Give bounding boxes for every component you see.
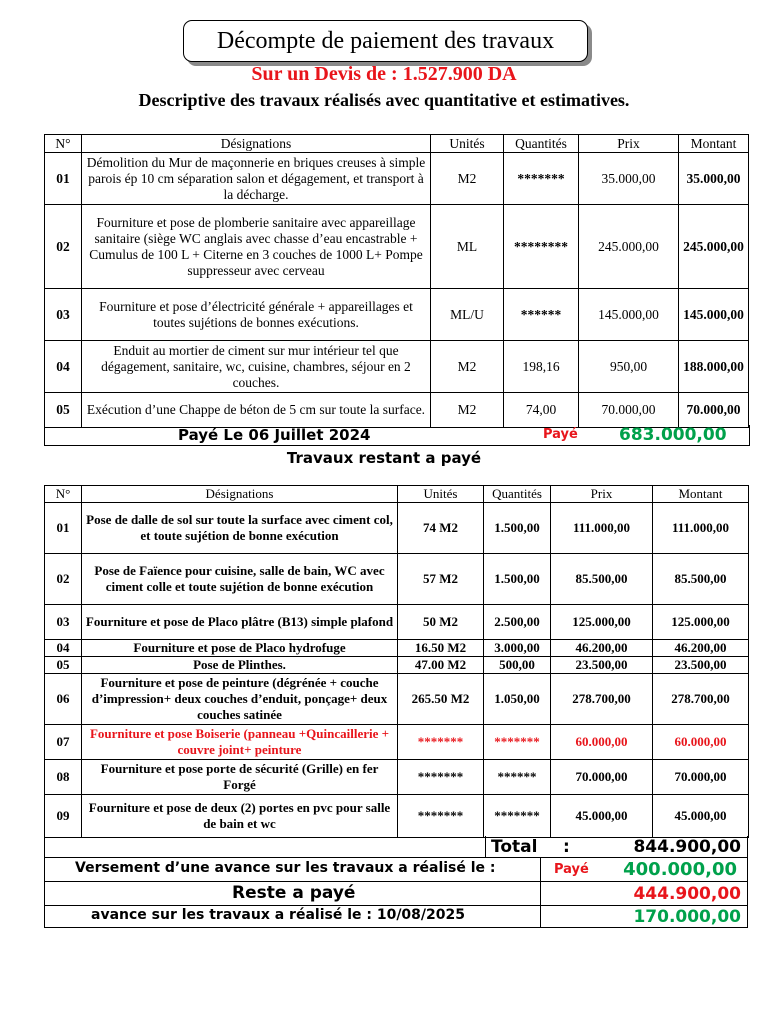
row-designation: Pose de dalle de sol sur toute la surface avec ciment col, et toute sujétion de bonne exécution [82,503,398,554]
row-price: 45.000,00 [551,795,653,838]
paid-date: Payé Le 06 Juillet 2024 [178,426,371,444]
row-amount: 60.000,00 [653,725,749,760]
row-quantity: 1.050,00 [484,674,551,725]
col-price: Prix [579,135,679,153]
table-row [45,503,749,554]
reste-amount: 444.900,00 [633,884,741,904]
total-row [44,836,748,858]
row-quantity: 3.000,00 [484,640,551,657]
row-price: 23.500,00 [551,657,653,674]
col-amount: Montant [679,135,749,153]
row-price: 145.000,00 [579,289,679,341]
row-number: 01 [45,503,82,554]
row-amount: 70.000,00 [653,760,749,795]
reste-row [44,882,748,906]
row-amount: 45.000,00 [653,795,749,838]
row-price: 125.000,00 [551,605,653,640]
total-label: Total [491,837,538,857]
col-quantity: Quantités [504,135,579,153]
row-price: 60.000,00 [551,725,653,760]
row-unit: ML [431,205,504,289]
row-price: 85.500,00 [551,554,653,605]
row-number: 05 [45,657,82,674]
versement-row [44,858,748,882]
row-quantity: 2.500,00 [484,605,551,640]
row-price: 245.000,00 [579,205,679,289]
table-row [45,605,749,640]
row-quantity: 500,00 [484,657,551,674]
row-designation: Démolition du Mur de maçonnerie en briques creuses à simple parois ép 10 cm séparation salon et dégagement, et transport à la décharge. [82,153,431,205]
avance-row [44,906,748,928]
row-unit: 74 M2 [398,503,484,554]
table-row [45,393,749,428]
row-number: 02 [45,205,82,289]
row-unit: ******* [398,725,484,760]
col-designation: Désignations [82,135,431,153]
row-unit: ******* [398,795,484,838]
avance-amount: 170.000,00 [633,907,741,927]
row-number: 04 [45,640,82,657]
total-value: 844.900,00 [633,837,741,857]
row-number: 05 [45,393,82,428]
row-quantity: ******** [504,205,579,289]
row-amount: 188.000,00 [679,341,749,393]
row-unit: ML/U [431,289,504,341]
description-heading: Descriptive des travaux réalisés avec quantitative et estimatives. [138,90,630,110]
table-header-row [45,135,749,153]
row-unit: 47.00 M2 [398,657,484,674]
col-amount: Montant [653,486,749,503]
table-row [45,554,749,605]
row-unit: M2 [431,153,504,205]
row-amount: 46.200,00 [653,640,749,657]
row-amount: 111.000,00 [653,503,749,554]
row-designation: Enduit au mortier de ciment sur mur intérieur tel que dégagement, sanitaire, wc, cuisine, chambres, séjour en 2 couches. [82,341,431,393]
row-quantity: ****** [504,289,579,341]
row-number: 07 [45,725,82,760]
row-designation: Fourniture et pose de Placo plâtre (B13) simple plafond [82,605,398,640]
table-header-row [45,486,749,503]
row-price: 950,00 [579,341,679,393]
row-number: 06 [45,674,82,725]
row-price: 35.000,00 [579,153,679,205]
col-unit: Unités [431,135,504,153]
row-quantity: ******* [484,795,551,838]
row-number: 03 [45,289,82,341]
versement-label: Versement d’une avance sur les travaux a réalisé le : [75,860,496,876]
row-unit: M2 [431,341,504,393]
reste-label: Reste a payé [232,883,356,903]
row-amount: 245.000,00 [679,205,749,289]
row-price: 278.700,00 [551,674,653,725]
row-quantity: 1.500,00 [484,554,551,605]
row-designation: Fourniture et pose de deux (2) portes en pvc pour salle de bain et wc [82,795,398,838]
row-amount: 85.500,00 [653,554,749,605]
row-designation: Pose de Faïence pour cuisine, salle de bain, WC avec ciment colle et toute sujétion de bonne exécution [82,554,398,605]
row-unit: 16.50 M2 [398,640,484,657]
col-price: Prix [551,486,653,503]
row-designation: Fourniture et pose Boiserie (panneau +Quincaillerie + couvre joint+ peinture [82,725,398,760]
devis-total: Sur un Devis de : 1.527.900 DA [251,63,517,85]
row-unit: 265.50 M2 [398,674,484,725]
row-designation: Fourniture et pose de peinture (dégrénée + couche d’impression+ deux couches d’enduit, ponçage+ deux couches satinée [82,674,398,725]
col-number: N° [45,135,82,153]
row-unit: 50 M2 [398,605,484,640]
row-number: 03 [45,605,82,640]
row-quantity: 1.500,00 [484,503,551,554]
table-row [45,640,749,657]
paid-label: Payé [543,427,578,442]
table-row [45,153,749,205]
table-row [45,795,749,838]
remaining-works-heading: Travaux restant a payé [286,449,482,467]
paid-amount: 683.000,00 [619,425,727,445]
col-quantity: Quantités [484,486,551,503]
table-row [45,674,749,725]
row-quantity: ****** [484,760,551,795]
row-amount: 145.000,00 [679,289,749,341]
row-unit: ******* [398,760,484,795]
row-designation: Exécution d’une Chappe de béton de 5 cm sur toute la surface. [82,393,431,428]
table-row [45,289,749,341]
total-colon: : [563,837,570,857]
row-number: 08 [45,760,82,795]
row-price: 111.000,00 [551,503,653,554]
row-amount: 125.000,00 [653,605,749,640]
row-amount: 278.700,00 [653,674,749,725]
row-unit: 57 M2 [398,554,484,605]
versement-paid-label: Payé [554,862,589,877]
col-unit: Unités [398,486,484,503]
row-quantity: ******* [504,153,579,205]
row-amount: 23.500,00 [653,657,749,674]
col-number: N° [45,486,82,503]
table-row [45,657,749,674]
table-row [45,725,749,760]
row-quantity: 198,16 [504,341,579,393]
row-unit: M2 [431,393,504,428]
completed-works-table [44,134,749,428]
avance-label: avance sur les travaux a réalisé le : 10/08/2025 [91,907,465,923]
row-price: 70.000,00 [579,393,679,428]
row-number: 04 [45,341,82,393]
row-designation: Pose de Plinthes. [82,657,398,674]
row-amount: 35.000,00 [679,153,749,205]
document-title: Décompte de paiement des travaux [183,20,588,62]
row-number: 01 [45,153,82,205]
row-designation: Fourniture et pose de Placo hydrofuge [82,640,398,657]
row-designation: Fourniture et pose porte de sécurité (Grille) en fer Forgé [82,760,398,795]
table-row [45,341,749,393]
table-row [45,205,749,289]
row-quantity: ******* [484,725,551,760]
row-price: 70.000,00 [551,760,653,795]
versement-amount: 400.000,00 [623,859,737,880]
paid-line [44,425,750,446]
row-designation: Fourniture et pose de plomberie sanitaire avec appareillage sanitaire (siège WC anglais avec chasse d’eau encastrable + Cumulus de 100 L + Citerne en 3 couches de 1000 L+ Pompe suppresseur avec cerveau [82,205,431,289]
remaining-works-table [44,485,749,838]
table-row [45,760,749,795]
row-number: 02 [45,554,82,605]
row-designation: Fourniture et pose d’électricité générale + appareillages et toutes sujétions de bonnes exécutions. [82,289,431,341]
row-number: 09 [45,795,82,838]
row-price: 46.200,00 [551,640,653,657]
row-amount: 70.000,00 [679,393,749,428]
row-quantity: 74,00 [504,393,579,428]
col-designation: Désignations [82,486,398,503]
